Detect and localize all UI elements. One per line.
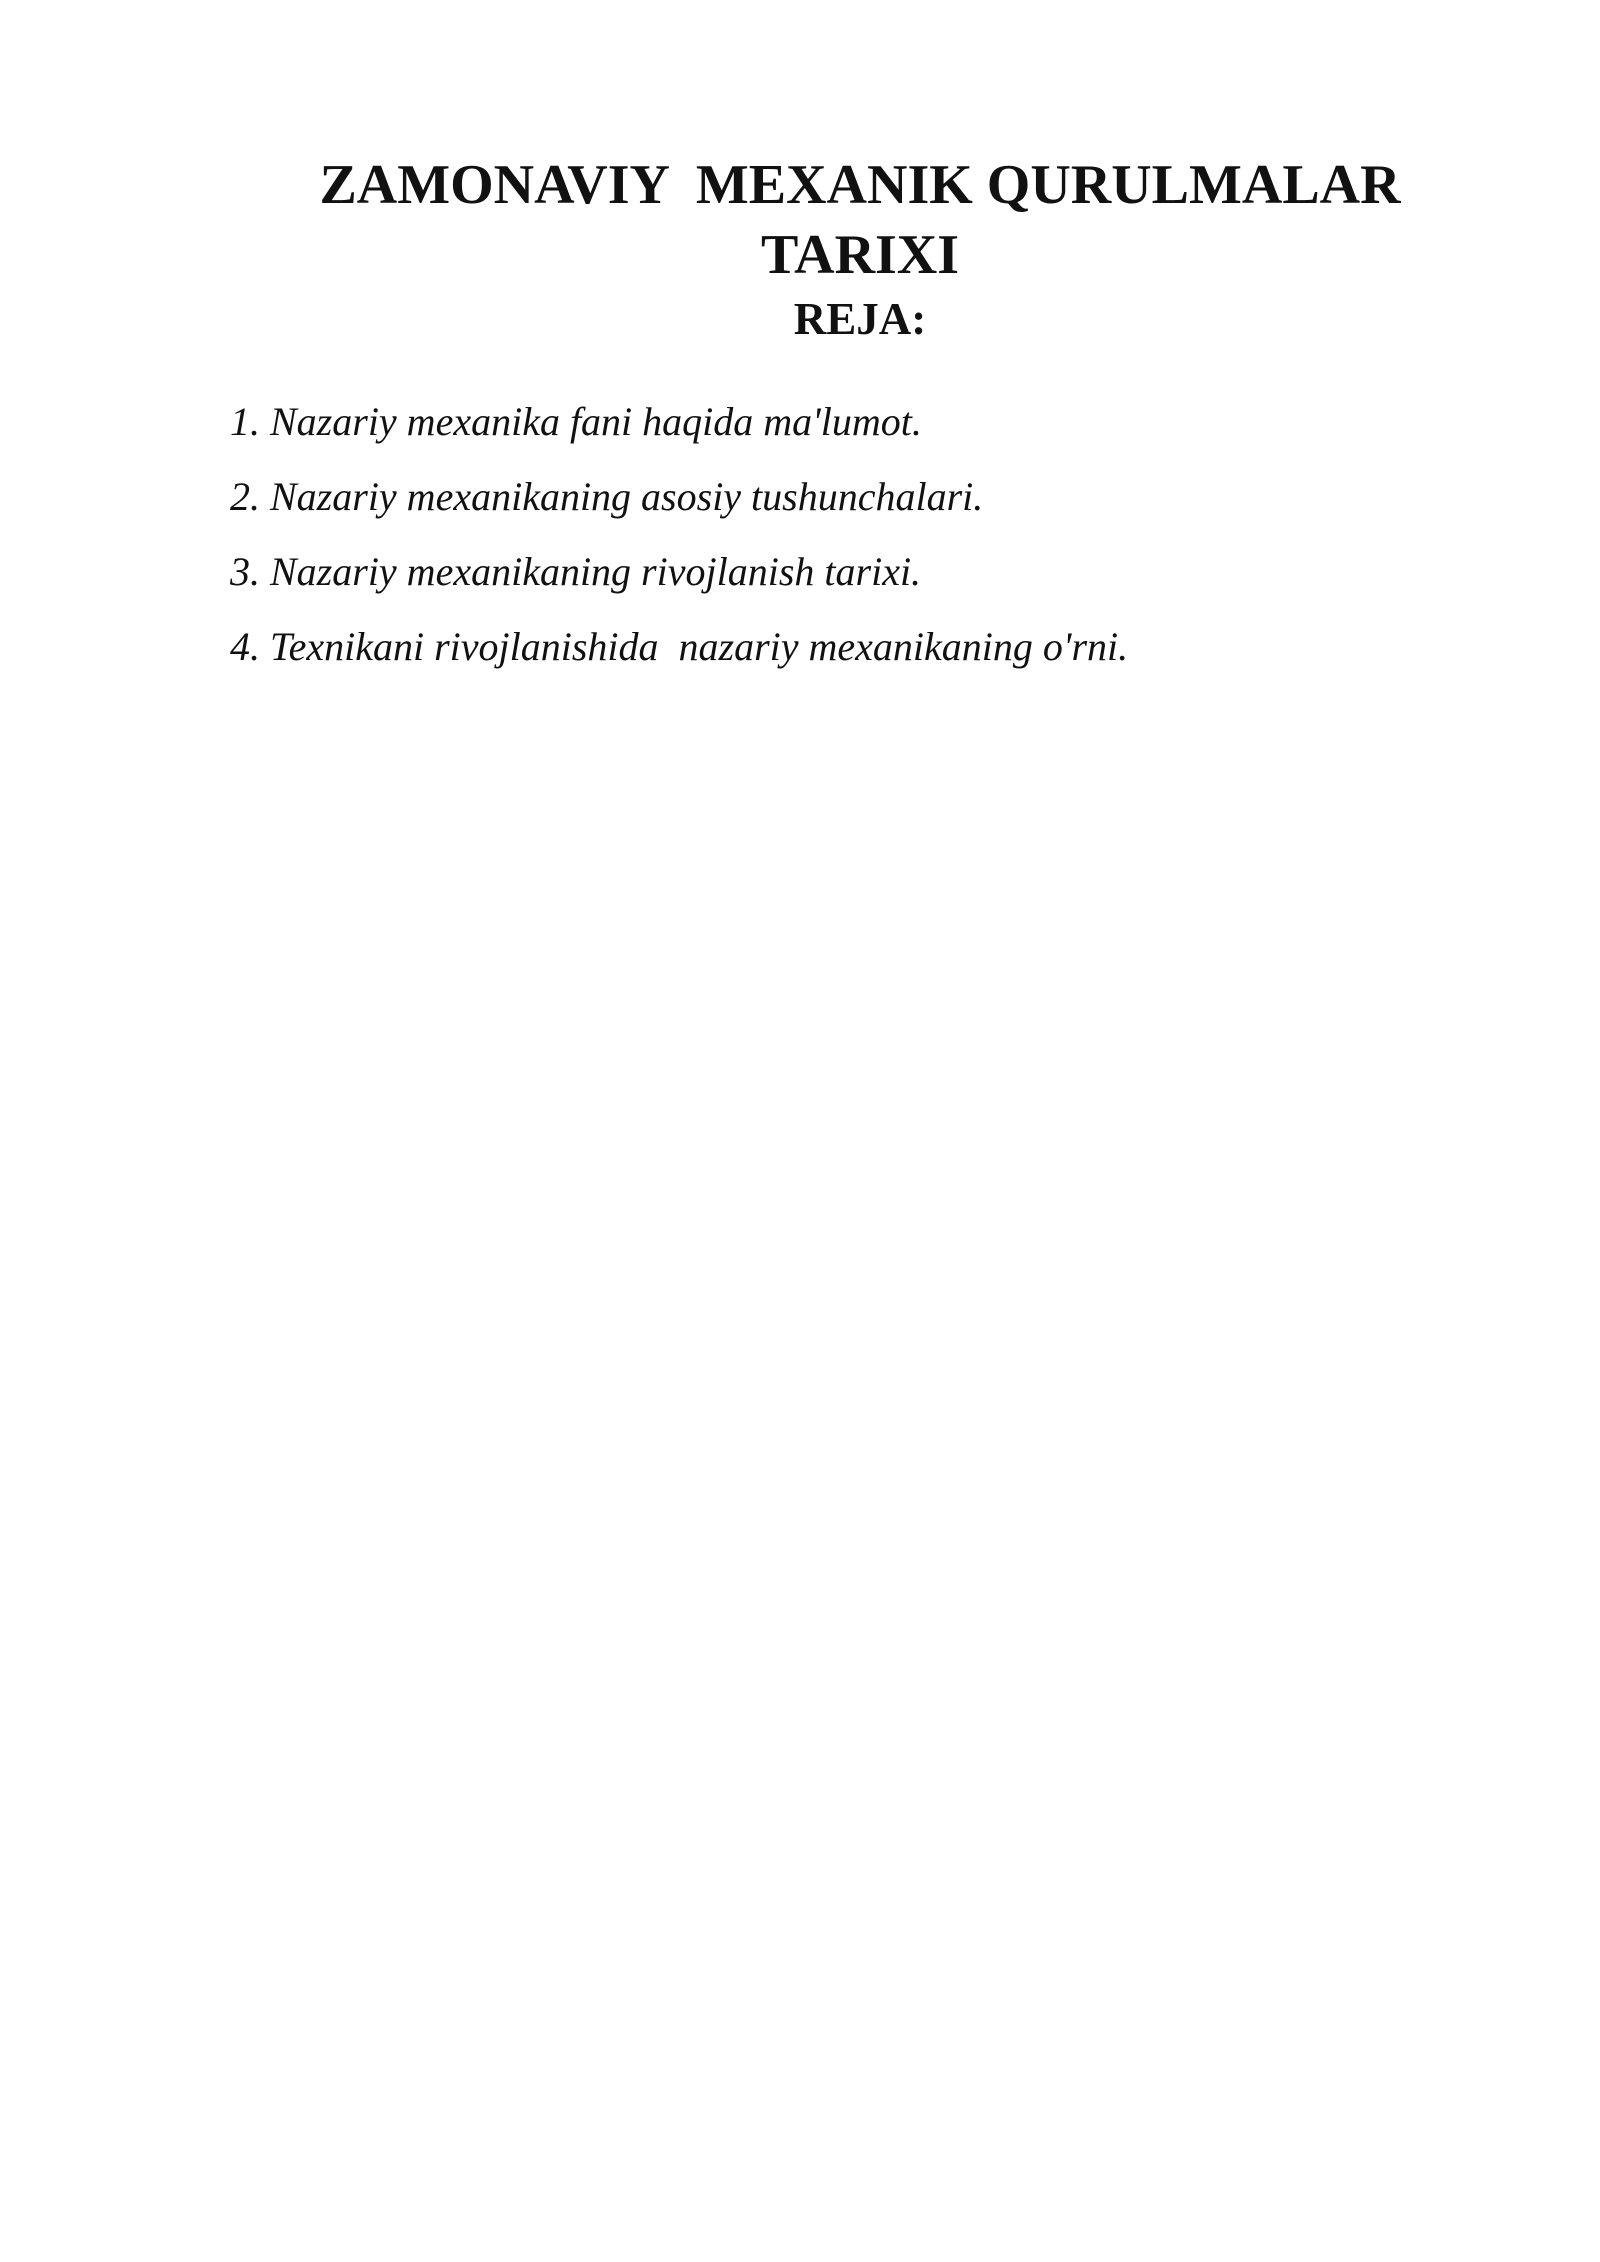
plan-item-4: 4. Texnikani rivojlanishida nazariy mexanikaning o'rni.: [230, 624, 1129, 669]
document-title-line-2: TARIXI: [760, 224, 960, 286]
plan-heading: REJA:: [793, 294, 927, 344]
plan-item-3: 3. Nazariy mexanikaning rivojlanish tarixi.: [230, 549, 922, 594]
document-title-line-1: ZAMONAVIY MEXANIK QURULMALAR: [319, 154, 1401, 216]
plan-list: [230, 384, 1128, 684]
plan-item-2: 2. Nazariy mexanikaning asosiy tushunchalari.: [230, 474, 984, 519]
document-header: [230, 150, 1490, 348]
plan-item-1: 1. Nazariy mexanika fani haqida ma'lumot.: [230, 399, 922, 444]
